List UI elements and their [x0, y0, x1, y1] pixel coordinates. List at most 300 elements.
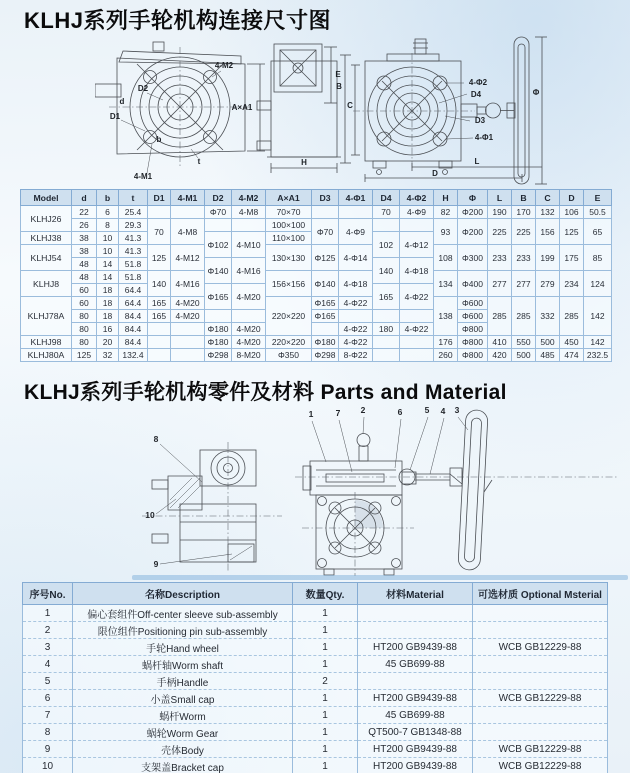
dimension-value-cell [400, 219, 434, 232]
dimension-value-cell: 8-Φ22 [339, 349, 373, 362]
dimension-value-cell: 232.5 [584, 349, 612, 362]
dimension-value-cell: 64.4 [119, 297, 148, 310]
part-callout-number: 6 [397, 407, 403, 417]
dimension-value-cell: 4-M8 [232, 206, 266, 219]
dimension-value-cell [171, 349, 205, 362]
callout-labels-group [145, 405, 459, 569]
part-description-cell: 蜗杆轴Worm shaft [73, 656, 293, 673]
dimension-value-cell: Φ350 [266, 349, 312, 362]
dimension-value-cell: 84.4 [119, 323, 148, 336]
part-material-cell: HT200 GB9439-88 [358, 741, 473, 758]
dimension-value-cell [205, 310, 232, 323]
dimension-value-cell: Φ180 [312, 336, 339, 349]
dimension-value-cell: 4-M20 [171, 297, 205, 310]
dim-column-header: C [536, 190, 560, 206]
dim-column-header: Model [21, 190, 72, 206]
part-number-cell: 4 [23, 656, 73, 673]
dimension-value-cell [339, 310, 373, 323]
dimension-value-cell: Φ800 [458, 323, 488, 336]
part-qty-cell: 1 [293, 741, 358, 758]
dimension-value-cell [373, 349, 400, 362]
dimension-value-cell: 132.4 [119, 349, 148, 362]
dimension-value-cell: 25.4 [119, 206, 148, 219]
part-callout-number: 8 [153, 434, 159, 444]
dimension-value-cell: 32 [97, 349, 119, 362]
part-optional-material-cell: WCB GB12229-88 [473, 741, 608, 758]
dimension-value-cell: Φ400 [458, 271, 488, 297]
dimension-label: Φ [532, 88, 540, 97]
dimension-value-cell: 10 [97, 245, 119, 258]
dimension-label: E [335, 70, 341, 79]
dimension-value-cell: 48 [72, 271, 97, 284]
dimension-value-cell: 50.5 [584, 206, 612, 219]
dimension-value-cell: 4-Φ9 [339, 219, 373, 245]
parts-table [22, 582, 608, 773]
dim-table-row [21, 349, 612, 362]
dimension-value-cell: 84.4 [119, 310, 148, 323]
dimension-value-cell [148, 336, 171, 349]
dimension-value-cell [148, 206, 171, 219]
dimension-value-cell: 4-Φ9 [400, 206, 434, 219]
dimension-value-cell: 51.8 [119, 271, 148, 284]
dimension-value-cell: 132 [536, 206, 560, 219]
dimension-value-cell: 138 [434, 297, 458, 336]
parts-column-header: 序号No. [23, 583, 73, 605]
dimension-value-cell: 10 [97, 232, 119, 245]
dimension-value-cell: 70 [148, 219, 171, 245]
connection-dimensions-drawing [95, 27, 620, 187]
dimension-value-cell [232, 310, 266, 323]
dimension-value-cell: 550 [512, 336, 536, 349]
dimension-value-cell [312, 206, 339, 219]
dimension-value-cell [339, 206, 373, 219]
parts-drawing-svg [140, 404, 625, 577]
dimension-value-cell: 142 [584, 297, 612, 336]
parts-table-row [23, 707, 608, 724]
dimension-value-cell: 140 [373, 258, 400, 284]
dimension-value-cell [205, 219, 232, 232]
part-number-cell: 3 [23, 639, 73, 656]
dimension-label: 4-M2 [214, 61, 234, 70]
dim-column-header: b [97, 190, 119, 206]
dimension-value-cell [312, 323, 339, 336]
part-material-cell: QT500-7 GB1348-88 [358, 724, 473, 741]
dim-column-header: 4-M1 [171, 190, 205, 206]
dimension-value-cell: 4-M20 [232, 284, 266, 310]
dimension-value-cell: 18 [97, 284, 119, 297]
dimension-value-cell: 20 [97, 336, 119, 349]
dim-column-header: 4-M2 [232, 190, 266, 206]
dimension-value-cell: 220×220 [266, 336, 312, 349]
dimension-value-cell: 4-M16 [232, 258, 266, 284]
dimension-value-cell: 4-Φ22 [400, 323, 434, 336]
dimension-value-cell: 450 [560, 336, 584, 349]
dimension-value-cell: 70×70 [266, 206, 312, 219]
dim-table-row [21, 297, 612, 310]
part-callout-number: 3 [454, 405, 460, 415]
dimension-value-cell [400, 310, 434, 323]
dimension-value-cell: 285 [560, 297, 584, 336]
dimension-value-cell: 410 [488, 336, 512, 349]
parts-title: KLHJ系列手轮机构零件及材料 Parts and Material [24, 381, 507, 404]
dimension-value-cell: 100×100 [266, 219, 312, 232]
dimension-value-cell [373, 219, 400, 232]
part-description-cell: 手柄Handle [73, 673, 293, 690]
part-optional-material-cell [473, 605, 608, 622]
model-name-cell: KLHJ78A [21, 297, 72, 336]
parts-table-row [23, 656, 608, 673]
dimension-value-cell: Φ300 [458, 245, 488, 271]
dimension-value-cell: Φ165 [205, 284, 232, 310]
dimension-value-cell: 85 [584, 245, 612, 271]
dimension-value-cell: 260 [434, 349, 458, 362]
dimension-value-cell: 4-M20 [232, 336, 266, 349]
scan-artifact-band [132, 575, 628, 580]
dimension-value-cell: 4-Φ18 [400, 258, 434, 284]
dimension-value-cell: 4-Φ22 [339, 297, 373, 310]
dimension-value-cell: 8-M20 [232, 349, 266, 362]
dimension-value-cell: 420 [488, 349, 512, 362]
dimension-value-cell [148, 323, 171, 336]
model-name-cell: KLHJ8 [21, 271, 72, 297]
dimension-value-cell: Φ140 [205, 258, 232, 284]
dimension-label: D1 [109, 112, 121, 121]
dim-column-header: D2 [205, 190, 232, 206]
dimension-value-cell: 4-Φ14 [339, 245, 373, 271]
dimension-value-cell: 48 [72, 258, 97, 271]
dimension-value-cell: 285 [512, 297, 536, 336]
dimension-value-cell: 110×100 [266, 232, 312, 245]
dimension-value-cell: Φ800 [458, 336, 488, 349]
dim-column-header: B [512, 190, 536, 206]
dim-column-header: 4-Φ1 [339, 190, 373, 206]
dimension-value-cell: 474 [560, 349, 584, 362]
model-name-cell: KLHJ38 [21, 232, 72, 245]
dimension-label: 4-Φ2 [468, 78, 488, 87]
dimension-value-cell: 26 [72, 219, 97, 232]
dim-table-row [21, 245, 612, 258]
dim-table-row [21, 336, 612, 349]
part-qty-cell: 1 [293, 639, 358, 656]
dim-column-header: E [584, 190, 612, 206]
parts-table-row [23, 690, 608, 707]
model-name-cell: KLHJ54 [21, 245, 72, 271]
part-optional-material-cell: WCB GB12229-88 [473, 639, 608, 656]
dimension-value-cell: 176 [434, 336, 458, 349]
dimension-label: b [156, 135, 162, 144]
dimension-value-cell: 18 [97, 310, 119, 323]
dimension-value-cell [400, 336, 434, 349]
parts-table-row [23, 639, 608, 656]
part-description-cell: 小盖Small cap [73, 690, 293, 707]
part-number-cell: 10 [23, 758, 73, 773]
parts-column-header: 材料Material [358, 583, 473, 605]
dimension-value-cell: Φ200 [458, 206, 488, 219]
dim-column-header: Φ [458, 190, 488, 206]
part-callout-number: 1 [308, 409, 314, 419]
parts-table-row [23, 622, 608, 639]
dimension-value-cell: 4-Φ12 [400, 232, 434, 258]
dimension-value-cell [171, 206, 205, 219]
part-optional-material-cell: WCB GB12229-88 [473, 690, 608, 707]
part-callout-number: 7 [335, 408, 341, 418]
dim-column-header: D1 [148, 190, 171, 206]
dimension-value-cell: 4-Φ18 [339, 271, 373, 297]
dimension-value-cell: 156×156 [266, 271, 312, 297]
dimension-value-cell: 4-Φ22 [339, 323, 373, 336]
parts-table-header-row [23, 583, 608, 605]
dimension-label: B [336, 82, 342, 91]
part-number-cell: 8 [23, 724, 73, 741]
dimension-value-cell: 4-M8 [171, 219, 205, 245]
part-callout-number: 5 [424, 405, 430, 415]
dimension-value-cell: 165 [148, 310, 171, 323]
dimension-value-cell: 80 [72, 336, 97, 349]
dimension-value-cell: 277 [488, 271, 512, 297]
dimension-value-cell: 130×130 [266, 245, 312, 271]
part-material-cell: HT200 GB9439-88 [358, 758, 473, 773]
dim-table-row [21, 219, 612, 232]
dim-table-row [21, 206, 612, 219]
part-qty-cell: 1 [293, 690, 358, 707]
dimension-value-cell [373, 310, 400, 323]
dimension-value-cell [171, 323, 205, 336]
dimension-label: D4 [470, 90, 482, 99]
dimension-value-cell: 124 [584, 271, 612, 297]
dimension-value-cell: Φ70 [205, 206, 232, 219]
part-material-cell: HT200 GB9439-88 [358, 690, 473, 707]
dimension-value-cell: 285 [488, 297, 512, 336]
dimension-value-cell: 332 [536, 297, 560, 336]
dimension-label: L [474, 157, 480, 166]
dimension-value-cell: 170 [512, 206, 536, 219]
part-number-cell: 7 [23, 707, 73, 724]
part-qty-cell: 1 [293, 622, 358, 639]
dimension-value-cell: 60 [72, 284, 97, 297]
dimension-value-cell: Φ200 [458, 219, 488, 245]
dimension-value-cell: 106 [560, 206, 584, 219]
dim-column-header: D [560, 190, 584, 206]
dimension-value-cell: 4-M12 [171, 245, 205, 271]
dimension-labels-group [110, 61, 540, 181]
part-number-cell: 2 [23, 622, 73, 639]
model-name-cell: KLHJ98 [21, 336, 72, 349]
dimension-value-cell: 41.3 [119, 245, 148, 258]
part-callout-number: 10 [145, 510, 155, 520]
part-qty-cell: 2 [293, 673, 358, 690]
dim-column-header: t [119, 190, 148, 206]
dimension-value-cell: 233 [488, 245, 512, 271]
dimension-value-cell: 16 [97, 323, 119, 336]
dimension-value-cell [373, 336, 400, 349]
dimension-value-cell: 485 [536, 349, 560, 362]
dimension-value-cell: 80 [72, 323, 97, 336]
part-qty-cell: 1 [293, 707, 358, 724]
parts-table-row [23, 724, 608, 741]
dimension-label: D3 [474, 116, 486, 125]
parts-column-header: 可选材质 Optional Msterial [473, 583, 608, 605]
dimension-value-cell: 80 [72, 310, 97, 323]
dimension-value-cell: 64.4 [119, 284, 148, 297]
dim-column-header: D4 [373, 190, 400, 206]
part-material-cell [358, 622, 473, 639]
dimension-value-cell: 4-Φ22 [400, 284, 434, 310]
part-qty-cell: 1 [293, 605, 358, 622]
dimension-value-cell: 142 [584, 336, 612, 349]
dimension-table [20, 189, 612, 362]
dimension-drawing-svg [95, 27, 620, 187]
dimension-value-cell: 4-M20 [171, 310, 205, 323]
dimension-value-cell: 125 [560, 219, 584, 245]
part-description-cell: 限位组件Positioning pin sub-assembly [73, 622, 293, 639]
dimension-value-cell: 199 [536, 245, 560, 271]
dimension-value-cell: Φ70 [312, 219, 339, 245]
part-number-cell: 9 [23, 741, 73, 758]
part-callout-number: 2 [360, 405, 366, 415]
dimension-label: D2 [137, 84, 149, 93]
parts-table-row [23, 673, 608, 690]
dimension-value-cell: 4-M16 [171, 271, 205, 297]
dimension-value-cell: 38 [72, 232, 97, 245]
dimension-value-cell: 165 [373, 284, 400, 310]
dimension-value-cell: Φ600 [458, 297, 488, 310]
part-optional-material-cell [473, 673, 608, 690]
parts-column-header: 名称Description [73, 583, 293, 605]
dimension-value-cell: 60 [72, 297, 97, 310]
dimension-value-cell: 500 [536, 336, 560, 349]
dimension-label: A×A1 [231, 103, 253, 112]
dimension-value-cell [400, 349, 434, 362]
dimension-table-header-row [21, 190, 612, 206]
dimension-value-cell: 6 [97, 206, 119, 219]
dimension-value-cell: 84.4 [119, 336, 148, 349]
part-description-cell: 手轮Hand wheel [73, 639, 293, 656]
part-description-cell: 蜗杆Worm [73, 707, 293, 724]
part-qty-cell: 1 [293, 758, 358, 773]
dimension-value-cell: 279 [536, 271, 560, 297]
dim-table-row [21, 271, 612, 284]
dimension-value-cell: 4-M20 [232, 323, 266, 336]
part-description-cell: 偏心套组件Off-center sleeve sub-assembly [73, 605, 293, 622]
dimension-value-cell [171, 336, 205, 349]
dimension-value-cell: Φ165 [312, 310, 339, 323]
dimension-value-cell: 82 [434, 206, 458, 219]
dimension-value-cell: Φ800 [458, 349, 488, 362]
dimension-value-cell: 51.8 [119, 258, 148, 271]
dimension-value-cell: Φ298 [312, 349, 339, 362]
model-name-cell: KLHJ80A [21, 349, 72, 362]
dimension-value-cell: 4-M10 [232, 232, 266, 258]
dim-column-header: D3 [312, 190, 339, 206]
dimension-value-cell: 102 [373, 232, 400, 258]
part-optional-material-cell [473, 622, 608, 639]
dimension-value-cell [232, 219, 266, 232]
dimension-value-cell: 22 [72, 206, 97, 219]
dimension-value-cell: 29.3 [119, 219, 148, 232]
part-material-cell: 45 GB699-88 [358, 707, 473, 724]
dim-column-header: L [488, 190, 512, 206]
part-callout-number: 4 [440, 406, 446, 416]
dimension-value-cell: 8 [97, 219, 119, 232]
dimension-label: D [432, 169, 438, 178]
dimension-value-cell: 14 [97, 258, 119, 271]
dimension-value-cell: 134 [434, 271, 458, 297]
dim-column-header: A×A1 [266, 190, 312, 206]
part-material-cell [358, 673, 473, 690]
part-material-cell: HT200 GB9439-88 [358, 639, 473, 656]
dimension-value-cell: 156 [536, 219, 560, 245]
dimension-value-cell: 233 [512, 245, 536, 271]
dimension-value-cell [148, 349, 171, 362]
dimension-label: t [197, 157, 201, 166]
part-description-cell: 蜗轮Worm Gear [73, 724, 293, 741]
part-material-cell: 45 GB699-88 [358, 656, 473, 673]
part-number-cell: 6 [23, 690, 73, 707]
part-qty-cell: 1 [293, 724, 358, 741]
dimension-value-cell: Φ180 [205, 336, 232, 349]
dimension-value-cell: 125 [148, 245, 171, 271]
part-description-cell: 支架盖Bracket cap [73, 758, 293, 773]
part-optional-material-cell [473, 707, 608, 724]
part-number-cell: 1 [23, 605, 73, 622]
dimension-value-cell: Φ125 [312, 245, 339, 271]
dimension-value-cell: 41.3 [119, 232, 148, 245]
dimension-value-cell: 70 [373, 206, 400, 219]
dimension-value-cell: 4-Φ22 [339, 336, 373, 349]
dimension-value-cell: 93 [434, 219, 458, 245]
dimension-value-cell: Φ102 [205, 232, 232, 258]
dimension-value-cell: 14 [97, 271, 119, 284]
part-optional-material-cell [473, 656, 608, 673]
dimension-label: 4-Φ1 [474, 133, 494, 142]
part-number-cell: 5 [23, 673, 73, 690]
dimension-value-cell: 220×220 [266, 297, 312, 336]
part-optional-material-cell [473, 724, 608, 741]
parts-column-header: 数量Qty. [293, 583, 358, 605]
dimension-value-cell: Φ165 [312, 297, 339, 310]
dim-column-header: H [434, 190, 458, 206]
dimension-value-cell: 65 [584, 219, 612, 245]
dimension-value-cell: Φ298 [205, 349, 232, 362]
part-description-cell: 壳体Body [73, 741, 293, 758]
part-callout-number: 9 [153, 559, 159, 569]
dimension-value-cell: Φ140 [312, 271, 339, 297]
dimension-value-cell: Φ180 [205, 323, 232, 336]
dimension-label: 4-M1 [133, 172, 153, 181]
dimension-value-cell: 165 [148, 297, 171, 310]
dimension-value-cell: 234 [560, 271, 584, 297]
dimension-value-cell: 500 [512, 349, 536, 362]
dimension-value-cell: 175 [560, 245, 584, 271]
dimension-value-cell: 225 [488, 219, 512, 245]
dimension-value-cell: 38 [72, 245, 97, 258]
model-name-cell: KLHJ26 [21, 206, 72, 232]
dim-column-header: d [72, 190, 97, 206]
dimension-value-cell: 125 [72, 349, 97, 362]
part-optional-material-cell: WCB GB12229-88 [473, 758, 608, 773]
dimension-value-cell: 225 [512, 219, 536, 245]
dimension-label: C [347, 101, 353, 110]
dimension-value-cell: Φ600 [458, 310, 488, 323]
dimension-value-cell: 18 [97, 297, 119, 310]
dimension-label: H [301, 158, 307, 167]
dimension-value-cell: 190 [488, 206, 512, 219]
part-material-cell [358, 605, 473, 622]
dimension-value-cell: 277 [512, 271, 536, 297]
parts-table-row [23, 758, 608, 773]
page-title: KLHJ系列手轮机构连接尺寸图 [24, 8, 331, 33]
part-qty-cell: 1 [293, 656, 358, 673]
